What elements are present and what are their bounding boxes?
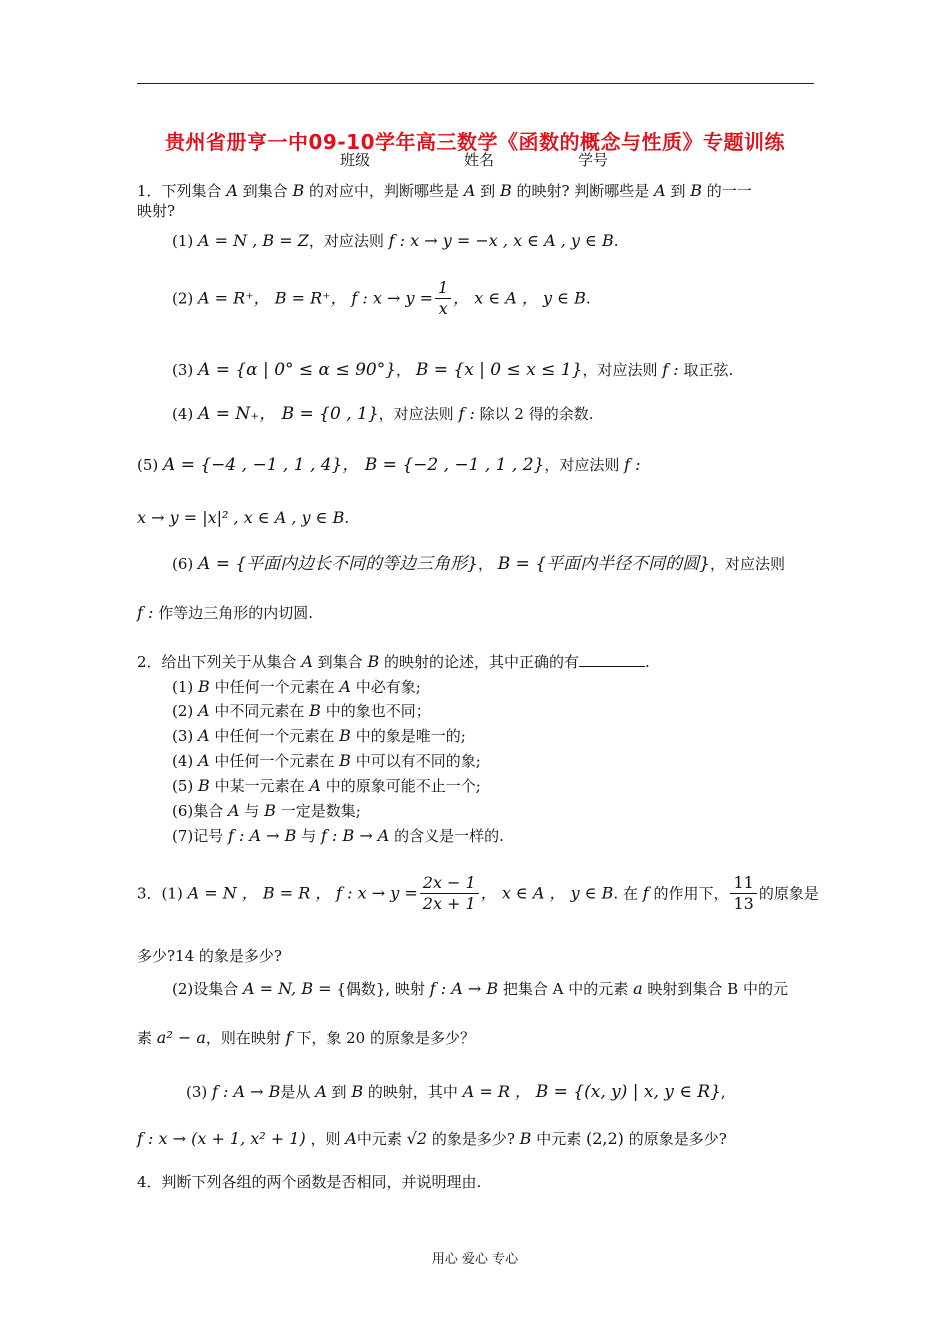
q1-part6: (6) A = {平面内边长不同的等边三角形}， B = {平面内半径不同的圆}，对应法则 bbox=[172, 554, 785, 574]
header-rule bbox=[137, 83, 814, 84]
q1-intro-line2: 映射? bbox=[137, 202, 176, 220]
q1-part2: (2) A = R⁺， B = R⁺， f : x → y = $\frac{1}{x}$ ， x ∈ A ， y ∈ B. bbox=[172, 278, 591, 318]
q3-part1: 3．(1) A = N ， B = R ， f : x → y = $\frac{2x - 1}{2x + 1}$ ， x ∈ A ， y ∈ B. 在 f 的作用下， $\frac{11}{13}$ 的原象是 bbox=[137, 873, 819, 913]
q2-item: (2) A 中不同元素在 B 中的象也不同； bbox=[172, 701, 431, 720]
q1-part5-rule: x → y = |x|² , x ∈ A , y ∈ B. bbox=[137, 508, 350, 527]
q2-item: (3) A 中任何一个元素在 B 中的象是唯一的; bbox=[172, 726, 466, 745]
q1-part3: (3) A = {α | 0° ≤ α ≤ 90°}， B = {x | 0 ≤ x ≤ 1}，对应法则 f : 取正弦. bbox=[172, 360, 734, 380]
q1-intro: 1．下列集合 A 到集合 B 的对应中，判断哪些是 A 到 B 的映射? 判断哪些是 A 到 B 的一一 bbox=[137, 181, 752, 200]
q1-part1: (1) A = N , B = Z，对应法则 f : x → y = −x , x ∈ A , y ∈ B. bbox=[172, 231, 619, 250]
answer-blank[interactable] bbox=[579, 652, 645, 667]
q4-text: 4．判断下列各组的两个函数是否相同，并说明理由. bbox=[137, 1173, 482, 1191]
q2-item: (6)集合 A 与 B 一定是数集; bbox=[172, 801, 361, 820]
q3-part1-line2: 多少?14 的象是多少? bbox=[137, 947, 282, 965]
q2-item: (7)记号 f : A → B 与 f : B → A 的含义是一样的. bbox=[172, 826, 504, 845]
student-id-field: 学号 bbox=[578, 151, 609, 169]
page-footer: 用心 爱心 专心 bbox=[431, 1252, 519, 1267]
q2-item: (4) A 中任何一个元素在 B 中可以有不同的象; bbox=[172, 751, 481, 770]
name-field: 姓名 bbox=[464, 151, 495, 169]
q3-part2: (2)设集合 A = N, B = {偶数}, 映射 f : A → B 把集合 A 中的元素 a 映射到集合 B 中的元 bbox=[172, 979, 788, 998]
page-title: 贵州省册亨一中09-10学年高三数学《函数的概念与性质》专题训练 bbox=[165, 130, 785, 154]
q3-part3: (3) f : A → B是从 A 到 B 的映射，其中 A = R ， B = {(x, y) | x, y ∈ R}, bbox=[186, 1082, 726, 1102]
q3-part2-line2: 素 a² − a，则在映射 f 下，象 20 的原象是多少？ bbox=[137, 1028, 475, 1047]
q1-part4: (4) A = N₊， B = {0 , 1}，对应法则 f : 除以 2 得的余数. bbox=[172, 404, 594, 424]
q3-part3-line2: f : x → (x + 1, x² + 1) ，则 A中元素 √2 的象是多少? B 中元素 (2,2) 的原象是多少? bbox=[137, 1129, 727, 1148]
q1-part5: (5) A = {−4 , −1 , 1 , 4}， B = {−2 , −1 , 1 , 2}，对应法则 f : bbox=[137, 455, 641, 475]
class-field: 班级 bbox=[340, 151, 371, 169]
q2-intro: 2．给出下列关于从集合 A 到集合 B 的映射的论述，其中正确的有 . bbox=[137, 652, 650, 671]
q2-item: (1) B 中任何一个元素在 A 中必有象; bbox=[172, 677, 421, 696]
q2-item: (5) B 中某一元素在 A 中的原象可能不止一个; bbox=[172, 776, 481, 795]
q1-part6-rule: f : 作等边三角形的内切圆. bbox=[137, 603, 313, 622]
